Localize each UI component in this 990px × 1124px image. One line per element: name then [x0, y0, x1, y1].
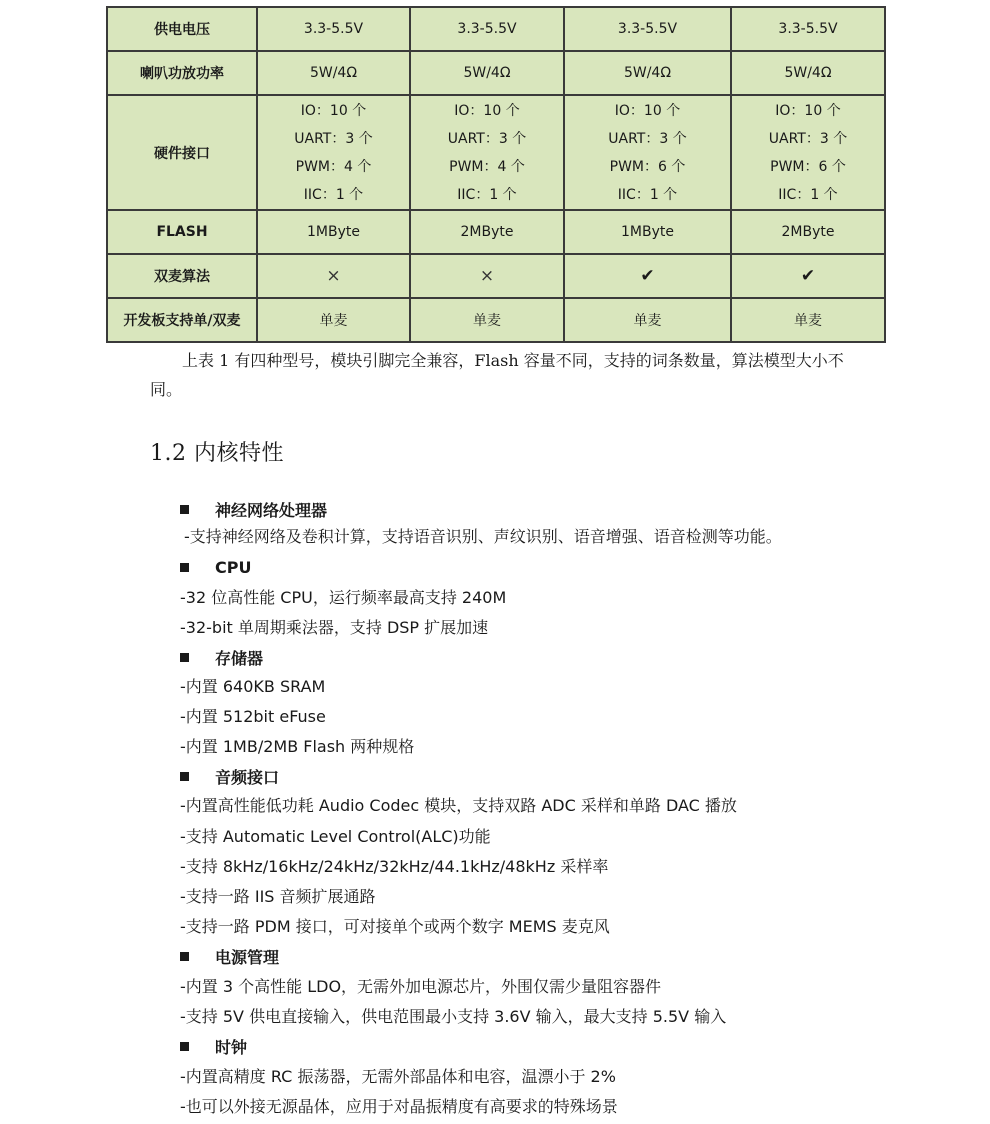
table-cell	[731, 254, 885, 298]
table-cell: 5W/4Ω	[731, 51, 885, 95]
cross-icon: ×	[479, 266, 495, 286]
iface-pwm: PWM：4 个	[295, 158, 372, 175]
row-label: 双麦算法	[107, 254, 257, 298]
section-title-text: 电源管理	[215, 947, 280, 967]
feature-item: -支持一路 PDM 接口，可对接单个或两个数字 MEMS 麦克风	[180, 917, 610, 936]
section-title-text: 时钟	[215, 1037, 248, 1057]
row-label: 供电电压	[107, 7, 257, 51]
iface-io: IO：10 个	[454, 102, 520, 119]
table-cell: 单麦	[564, 298, 731, 342]
square-bullet-icon	[180, 772, 189, 781]
square-bullet-icon	[180, 952, 189, 961]
iface-pwm: PWM：6 个	[770, 158, 846, 175]
table-cell: 3.3-5.5V	[731, 7, 885, 51]
iface-iic: IIC：1 个	[457, 186, 517, 203]
table-cell	[257, 254, 410, 298]
row-label: 开发板支持单/双麦	[107, 298, 257, 342]
iface-uart: UART：3 个	[447, 130, 527, 147]
section-title-text: 音频接口	[215, 767, 280, 787]
feature-item: -支持神经网络及卷积计算，支持语音识别、声纹识别、语音增强、语音检测等功能。	[184, 527, 782, 546]
row-label: 喇叭功放功率	[107, 51, 257, 95]
table-cell: 3.3-5.5V	[564, 7, 731, 51]
feature-section-title	[180, 764, 279, 788]
iface-iic: IIC：1 个	[617, 186, 678, 203]
spec-table	[106, 6, 886, 343]
table-cell: 2MByte	[410, 210, 564, 254]
feature-section-title	[180, 497, 327, 521]
section-title-text: 神经网络处理器	[215, 500, 328, 520]
table-description-paragraph: 上表 1 有四种型号，模块引脚完全兼容，Flash 容量不同，支持的词条数量，算法模型大小不同。	[150, 351, 844, 399]
feature-item: -支持 Automatic Level Control(ALC)功能	[180, 827, 491, 846]
table-cell: 3.3-5.5V	[257, 7, 410, 51]
iface-uart: UART：3 个	[608, 130, 687, 147]
iface-pwm: PWM：4 个	[449, 158, 525, 175]
table-cell: 5W/4Ω	[410, 51, 564, 95]
square-bullet-icon	[180, 653, 189, 662]
table-cell	[410, 254, 564, 298]
feature-section-title	[180, 555, 251, 579]
table-cell	[731, 95, 885, 210]
table-row-hardware-interface	[107, 95, 885, 210]
iface-uart: UART：3 个	[294, 130, 373, 147]
table-cell: 5W/4Ω	[257, 51, 410, 95]
feature-item: -支持 5V 供电直接输入，供电范围最小支持 3.6V 输入，最大支持 5.5V 输入	[180, 1007, 727, 1026]
iface-iic: IIC：1 个	[778, 186, 838, 203]
table-cell: 1MByte	[564, 210, 731, 254]
square-bullet-icon	[180, 563, 189, 572]
table-cell: 单麦	[731, 298, 885, 342]
table-row-voltage	[107, 7, 885, 51]
table-row-dual-mic-algorithm	[107, 254, 885, 298]
feature-item: -内置 3 个高性能 LDO，无需外加电源芯片，外围仅需少量阻容器件	[180, 977, 662, 996]
table-cell: 5W/4Ω	[564, 51, 731, 95]
feature-item: -内置 512bit eFuse	[180, 707, 326, 726]
feature-item: -内置 640KB SRAM	[180, 677, 326, 696]
table-cell	[564, 95, 731, 210]
table-row-flash	[107, 210, 885, 254]
iface-io: IO：10 个	[614, 102, 681, 119]
table-cell	[257, 95, 410, 210]
square-bullet-icon	[180, 1042, 189, 1051]
table-cell: 1MByte	[257, 210, 410, 254]
table-cell	[564, 254, 731, 298]
table-cell: 单麦	[257, 298, 410, 342]
cross-icon: ×	[326, 266, 341, 286]
table-cell: 3.3-5.5V	[410, 7, 564, 51]
feature-item: -内置高精度 RC 振荡器，无需外部晶体和电容，温漂小于 2%	[180, 1067, 616, 1086]
iface-iic: IIC：1 个	[303, 186, 364, 203]
iface-uart: UART：3 个	[768, 130, 848, 147]
feature-item: -32 位高性能 CPU，运行频率最高支持 240M	[180, 588, 507, 607]
feature-section-title	[180, 944, 279, 968]
square-bullet-icon	[180, 505, 189, 514]
iface-io: IO：10 个	[775, 102, 841, 119]
table-cell	[410, 95, 564, 210]
table-cell: 单麦	[410, 298, 564, 342]
iface-io: IO：10 个	[300, 102, 367, 119]
table-cell: 2MByte	[731, 210, 885, 254]
check-icon: ✔	[640, 266, 655, 286]
feature-section-title	[180, 645, 263, 669]
section-heading: 1.2 内核特性	[150, 441, 284, 466]
feature-item: -也可以外接无源晶体，应用于对晶振精度有高要求的特殊场景	[180, 1097, 618, 1116]
table-row-speaker-power	[107, 51, 885, 95]
feature-item: -内置高性能低功耗 Audio Codec 模块，支持双路 ADC 采样和单路 DAC 播放	[180, 796, 737, 815]
check-icon: ✔	[800, 266, 816, 286]
table-row-devboard-mic	[107, 298, 885, 342]
iface-pwm: PWM：6 个	[609, 158, 686, 175]
row-label: 硬件接口	[107, 95, 257, 210]
section-title-text: 存储器	[215, 648, 264, 668]
feature-item: -支持一路 IIS 音频扩展通路	[180, 887, 376, 906]
row-label: FLASH	[107, 210, 257, 254]
feature-item: -32-bit 单周期乘法器，支持 DSP 扩展加速	[180, 618, 489, 637]
feature-item: -支持 8kHz/16kHz/24kHz/32kHz/44.1kHz/48kHz 采样率	[180, 857, 609, 876]
feature-item: -内置 1MB/2MB Flash 两种规格	[180, 737, 415, 756]
feature-section-title	[180, 1034, 247, 1058]
section-title-text: CPU	[215, 557, 252, 577]
